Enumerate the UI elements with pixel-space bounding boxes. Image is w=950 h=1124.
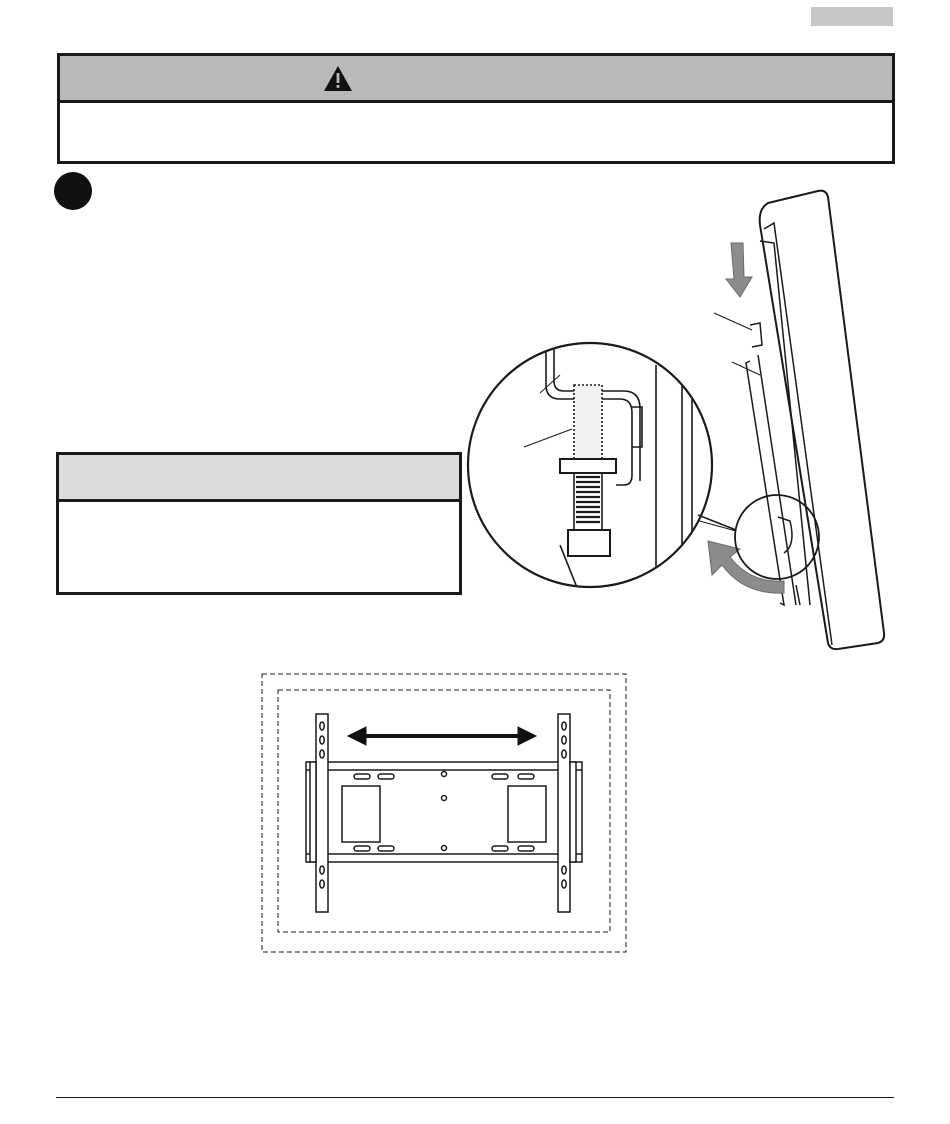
warning-body: [72, 108, 880, 155]
footer-rule: [56, 1097, 894, 1098]
detail-circle-small: [735, 495, 819, 579]
wall-plate-illustration: [260, 670, 630, 955]
magnified-detail: [468, 343, 736, 605]
curved-arrow-icon: [708, 541, 784, 593]
warning-box: [57, 53, 895, 164]
step-marker: [54, 172, 92, 210]
left-vertical-arm: [310, 714, 328, 912]
tv-panel: [760, 191, 884, 650]
tv-mount-illustration: [460, 185, 900, 655]
warning-triangle-icon: [323, 65, 353, 92]
page-tab-marker: [811, 7, 893, 26]
down-arrow-icon: [726, 243, 752, 297]
horizontal-rail: [306, 762, 582, 862]
note-header: [59, 455, 459, 502]
note-body: [71, 509, 447, 586]
right-vertical-arm: [558, 714, 576, 912]
note-box: [56, 452, 462, 595]
double-headed-arrow-icon: [348, 727, 536, 745]
warning-header: [60, 56, 892, 103]
